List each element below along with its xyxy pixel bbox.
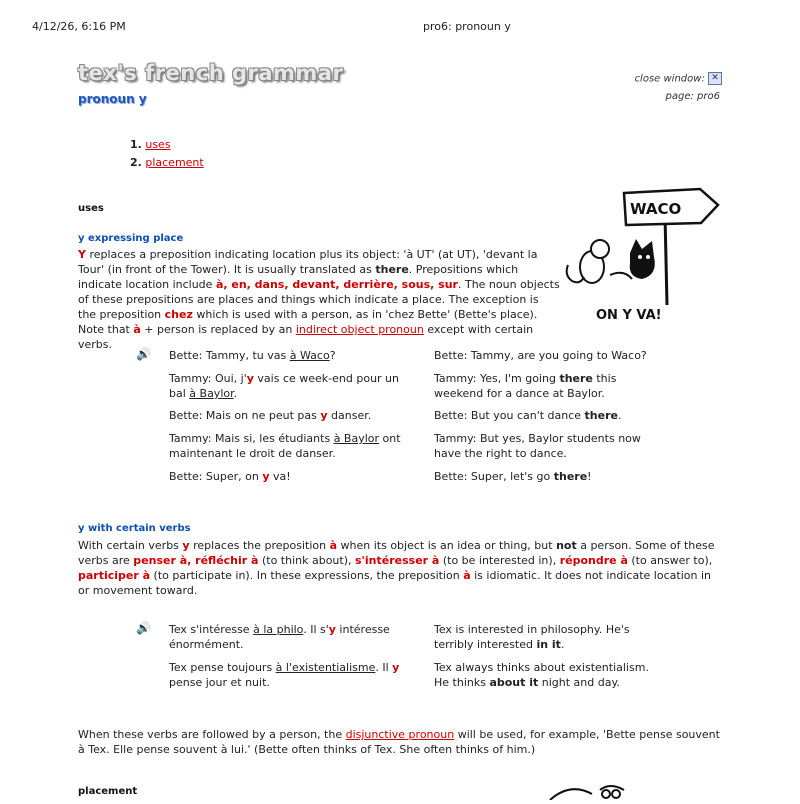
paragraph-expressing-place: Y replaces a preposition indicating location plus its object: 'à UT' (at UT), 'devant la Tour' (in front of the Tower). It is usually translated as there. Prepositions which indicate location include à, en, dans, devant, derrière, sous, sur. The noun objects of these prepositions are places and things which indicate a place. The exception is the preposition chez which is used with a person, as in 'chez Bette' (Bette's place). Note that à + person is replaced by an indirect object pronoun except with certain verbs.	[78, 248, 560, 351]
site-logo[interactable]: tex's french grammar	[78, 61, 344, 85]
dialog-fr-4: Tammy: Mais si, les étudiants à Baylor ont maintenant le droit de danser.	[169, 432, 401, 460]
dialog-en-2: Tammy: Yes, I'm going there this weekend for a dance at Baylor.	[434, 372, 617, 400]
cartoon-placement	[540, 780, 640, 800]
print-datetime: 4/12/26, 6:16 PM	[32, 20, 126, 33]
page-id: page: pro6	[665, 91, 720, 102]
page-subtitle: pronoun y	[78, 92, 147, 106]
toc-link-placement[interactable]: placement	[145, 156, 204, 169]
speaker-icon-2[interactable]: 🔊	[136, 621, 151, 635]
dialog-en-5: Bette: Super, let's go there!	[434, 470, 592, 483]
section-heading-uses: uses	[78, 203, 104, 214]
print-title: pro6: pronoun y	[423, 20, 511, 33]
table-of-contents	[130, 136, 204, 172]
cartoon-waco-sign	[560, 175, 725, 325]
cartoon-caption: ON Y VA!	[596, 308, 662, 323]
dialog-en-4: Tammy: But yes, Baylor students now have the right to dance.	[434, 432, 641, 460]
close-window[interactable]	[635, 72, 722, 85]
close-window-label: close window:	[634, 73, 705, 85]
dialog2-fr-1: Tex s'intéresse à la philo. Il s'y intéresse énormément.	[169, 623, 390, 651]
dialog2-en-2: Tex always thinks about existentialism. He thinks about it night and day.	[434, 661, 649, 689]
dialog-en-1: Bette: Tammy, are you going to Waco?	[434, 349, 647, 362]
toc-link-uses[interactable]: uses	[145, 138, 171, 151]
speaker-icon[interactable]: 🔊	[136, 347, 151, 361]
heading-certain-verbs: y with certain verbs	[78, 523, 191, 534]
dialog-fr-5: Bette: Super, on y va!	[169, 470, 291, 483]
section-heading-placement: placement	[78, 786, 138, 797]
dialog-fr-1: Bette: Tammy, tu vas à Waco?	[169, 349, 336, 362]
toc-item-placement: 2. placement	[130, 156, 204, 169]
dialog-fr-3: Bette: Mais on ne peut pas y danser.	[169, 409, 372, 422]
paragraph-followed-by-person: When these verbs are followed by a person, the disjunctive pronoun will be used, for example, 'Bette pense souvent à Tex. Elle pense souvent à lui.' (Bette often thinks of Tex. She often thinks of him.)	[78, 728, 720, 756]
dialog2-en-1: Tex is interested in philosophy. He's terribly interested in it.	[434, 623, 630, 651]
toc-item-uses: 1. uses	[130, 138, 171, 151]
paragraph-certain-verbs: With certain verbs y replaces the preposition à when its object is an idea or thing, but not a person. Some of these verbs are penser à, réfléchir à (to think about), s'intéresser à (to be interested in), répondre à (to answer to), participer à (to participate in). In these expressions, the preposition à is idiomatic. It does not indicate location in or movement toward.	[78, 539, 715, 597]
close-icon[interactable]: ✕	[708, 72, 722, 85]
dialog2-fr-2: Tex pense toujours à l'existentialisme. Il y pense jour et nuit.	[169, 661, 400, 689]
cartoon-sign-text: WACO	[630, 200, 682, 218]
link-disjunctive-pronoun[interactable]: disjunctive pronoun	[345, 728, 455, 741]
link-indirect-object-pronoun[interactable]: indirect object pronoun	[295, 323, 424, 336]
dialog-en-3: Bette: But you can't dance there.	[434, 409, 622, 422]
heading-expressing-place: y expressing place	[78, 233, 184, 244]
dialog-fr-2: Tammy: Oui, j'y vais ce week-end pour un bal à Baylor.	[169, 372, 400, 400]
